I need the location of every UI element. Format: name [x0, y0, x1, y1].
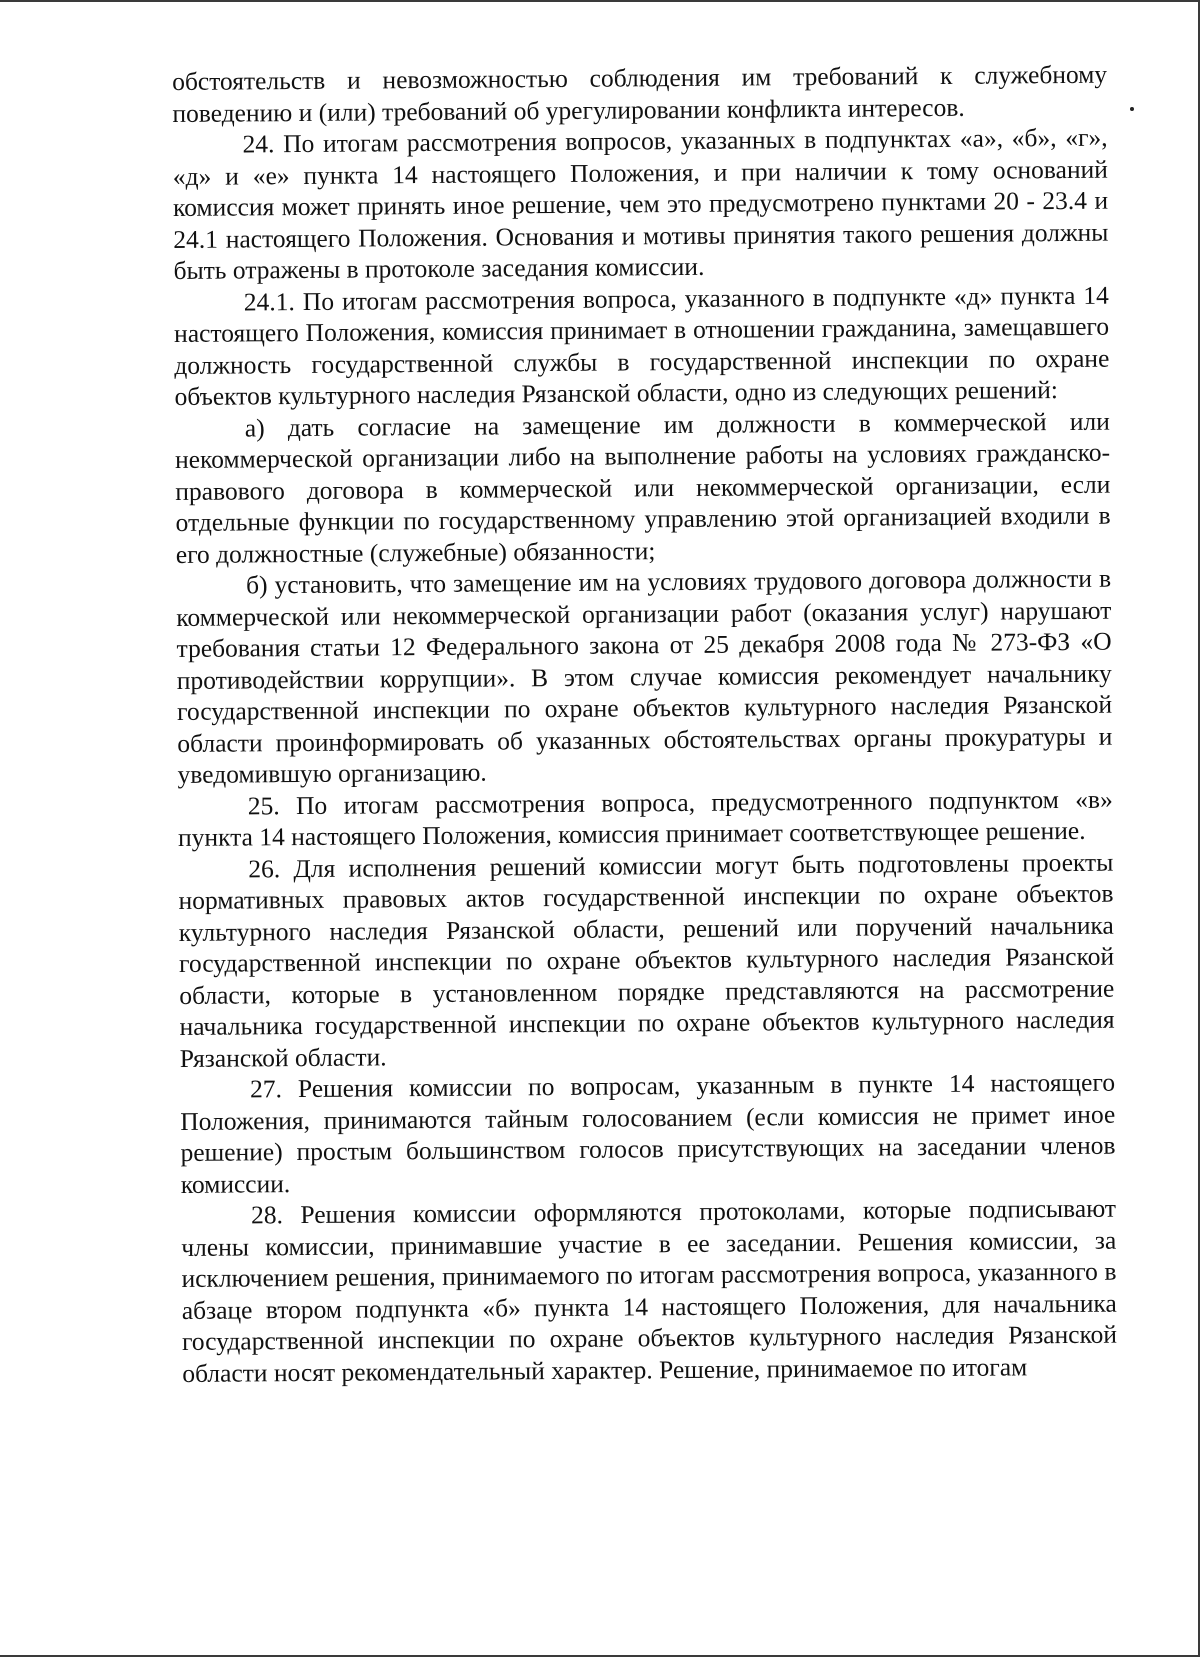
- paragraph-continuation: обстоятельств и невозможностью соблюдения им требований к служебному поведению и (или) требований об урегулировании конфликта интересов.: [172, 59, 1108, 128]
- paragraph-24: 24. По итогам рассмотрения вопросов, указанных в подпунктах «а», «б», «г», «д» и «е» пункта 14 настоящего Положения, и при наличии к тому оснований комиссия может принять иное решение, чем это предусмотрено пунктами 20 - 23.4 и 24.1 настоящего Положения. Основания и мотивы принятия такого решения должны быть отражены в протоколе заседания комиссии.: [172, 122, 1109, 285]
- paragraph-26: 26. Для исполнения решений комиссии могут быть подготовлены проекты нормативных правовых актов государственной инспекции по охране объектов культурного наследия Рязанской области, решений или поручений начальника государственной инспекции по охране объектов культурного наследия Рязанской области, которые в установленном порядке представляются на рассмотрение начальника государственной инспекции по охране объектов культурного наследия Рязанской области.: [178, 847, 1115, 1073]
- scan-speck: [1130, 107, 1134, 111]
- document-page: [172, 59, 1117, 1389]
- paragraph-27: 27. Решения комиссии по вопросам, указанным в пункте 14 настоящего Положения, принимаются тайным голосованием (если комиссия не примет иное решение) простым большинством голосов присутствующих на заседании членов комиссии.: [180, 1067, 1116, 1199]
- paragraph-24-1: 24.1. По итогам рассмотрения вопроса, указанного в подпункте «д» пункта 14 настоящего Положения, комиссия принимает в отношении гражданина, замещавшего должность государственной службы в государственной инспекции по охране объектов культурного наследия Рязанской области, одно из следующих решений:: [173, 280, 1110, 411]
- paragraph-24-1-b: б) установить, что замещение им на условиях трудового договора должности в коммерческой или некоммерческой организации работ (оказания услуг) нарушают требования статьи 12 Федерального закона от 25 декабря 2008 года № 273-ФЗ «О противодействии коррупции». В этом случае комиссия рекомендует начальнику государственной инспекции по охране объектов культурного наследия Рязанской области проинформировать об указанных обстоятельствах органы прокуратуры и уведомившую организацию.: [176, 563, 1113, 789]
- paragraph-25: 25. По итогам рассмотрения вопроса, предусмотренного подпунктом «в» пункта 14 настоящего Положения, комиссия принимает соответствующее решение.: [177, 784, 1113, 852]
- scan-border-top: [0, 0, 1200, 2]
- paragraph-24-1-a: а) дать согласие на замещение им должности в коммерческой или некоммерческой организации либо на выполнение работы на условиях гражданско-правового договора в коммерческой или некоммерческой организации, если отдельные функции по государственному управлению этой организацией входили в его должностные (служебные) обязанности;: [174, 406, 1111, 569]
- paragraph-28: 28. Решения комиссии оформляются протоколами, которые подписывают члены комиссии, принимавшие участие в ее заседании. Решения комиссии, за исключением решения, принимаемого по итогам рассмотрения вопроса, указанного в абзаце втором подпункта «б» пункта 14 настоящего Положения, для начальника государственной инспекции по охране объектов культурного наследия Рязанской области носят рекомендательный характер. Решение, принимаемое по итогам: [181, 1193, 1118, 1388]
